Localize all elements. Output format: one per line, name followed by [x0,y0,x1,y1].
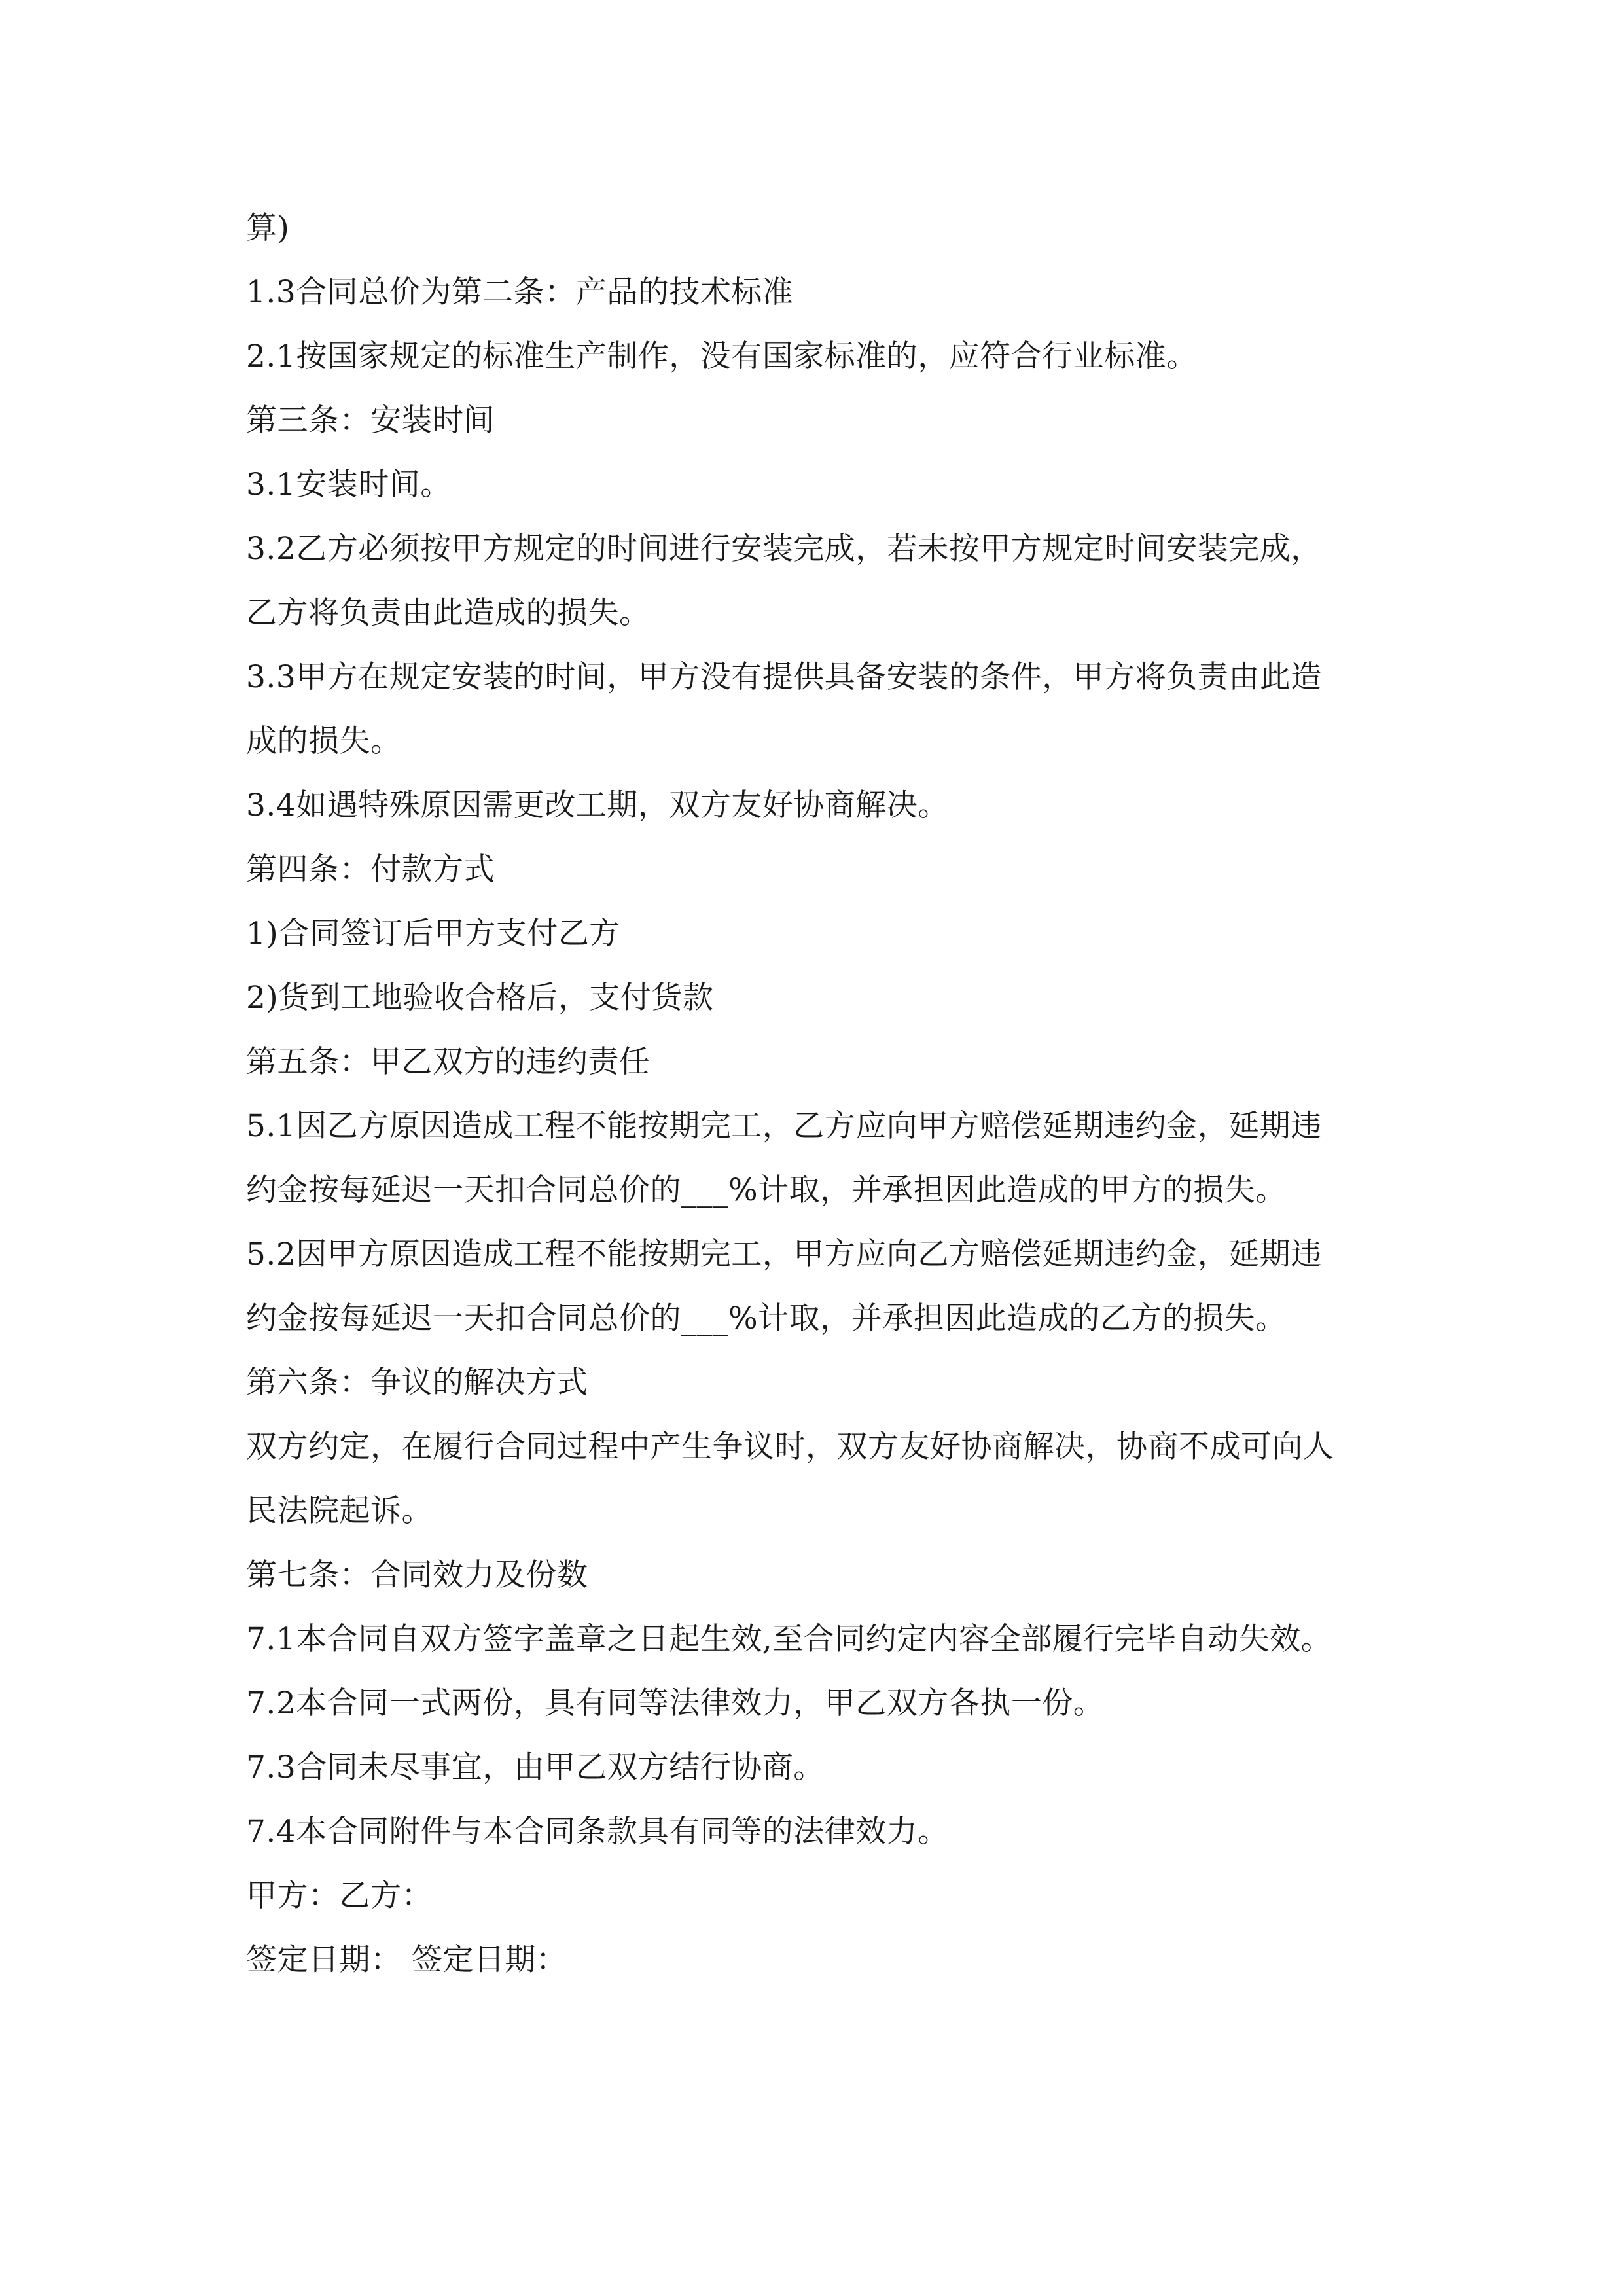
text-line: 2)货到工地验收合格后，支付货款 [246,980,714,1016]
text-line: 2.1按国家规定的标准生产制作，没有国家标准的，应符合行业标准。 [246,338,1198,374]
text-line: 双方约定，在履行合同过程中产生争议时，双方友好协商解决，协商不成可向人 [246,1429,1334,1465]
section-heading: 第四条：付款方式 [246,852,495,888]
section-heading: 第五条：甲乙双方的违约责任 [246,1044,651,1080]
text-line: 3.1安装时间。 [246,467,452,503]
text-line: 1)合同签订后甲方支付乙方 [246,916,620,952]
text-line: 7.1本合同自双方签字盖章之日起生效,至合同约定内容全部履行完毕自动失效。 [246,1621,1332,1657]
text-line: 5.2因甲方原因造成工程不能按期完工，甲方应向乙方赔偿延期违约金，延期违 [246,1236,1322,1272]
text-line: 约金按每延迟一天扣合同总价的___%计取，并承担因此造成的乙方的损失。 [246,1300,1287,1336]
text-line: 成的损失。 [246,723,402,759]
text-line: 民法院起诉。 [246,1493,433,1529]
text-line: 7.3合同未尽事宜，由甲乙双方结行协商。 [246,1749,825,1785]
section-heading: 第三条：安装时间 [246,403,495,439]
text-line: 3.2乙方必须按甲方规定的时间进行安装完成，若未按甲方规定时间安装完成， [246,531,1322,567]
section-heading: 第六条：争议的解决方式 [246,1365,588,1401]
section-heading: 第七条：合同效力及份数 [246,1557,588,1593]
text-line: 约金按每延迟一天扣合同总价的___%计取，并承担因此造成的甲方的损失。 [246,1172,1287,1208]
text-line: 3.3甲方在规定安装的时间，甲方没有提供具备安装的条件，甲方将负责由此造 [246,659,1322,695]
text-line: 7.2本合同一式两份，具有同等法律效力，甲乙双方各执一份。 [246,1685,1105,1721]
text-line: 算) [246,210,290,246]
text-line: 1.3合同总价为第二条：产品的技术标准 [246,274,794,310]
text-line: 5.1因乙方原因造成工程不能按期完工，乙方应向甲方赔偿延期违约金，延期违 [246,1108,1322,1144]
text-line: 3.4如遇特殊原因需更改工期，双方友好协商解决。 [246,787,949,823]
text-line: 7.4本合同附件与本合同条款具有同等的法律效力。 [246,1814,949,1850]
text-line: 乙方将负责由此造成的损失。 [246,595,651,631]
signature-parties: 甲方：乙方： [246,1878,433,1914]
signature-dates: 签定日期： 签定日期： [246,1942,567,1978]
document-page [246,196,1398,1992]
